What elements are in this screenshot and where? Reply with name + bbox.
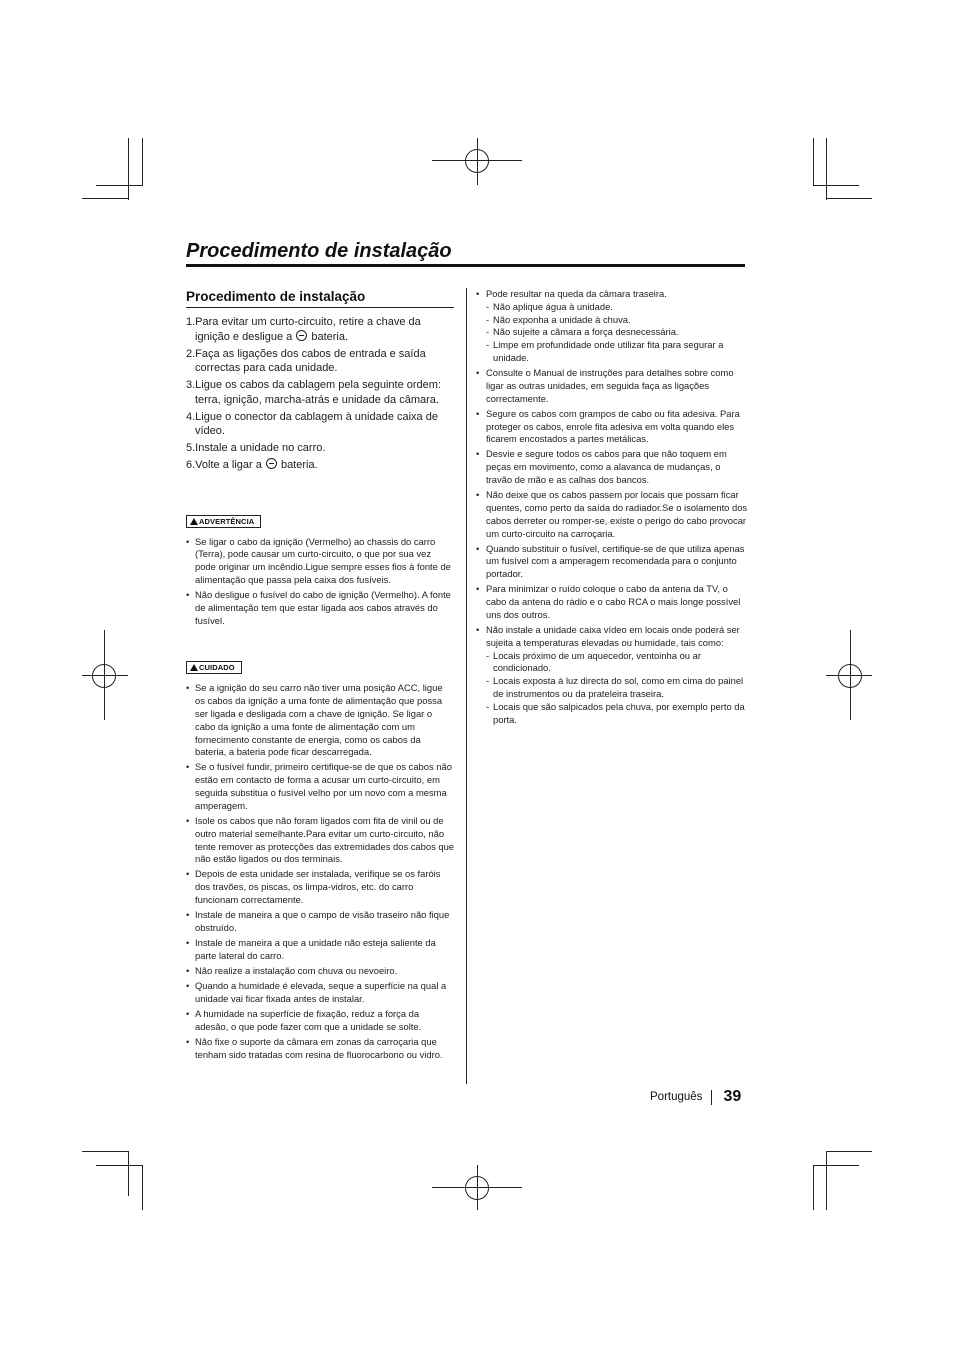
page-footer: [650, 1088, 741, 1106]
precautions-list: [476, 288, 748, 726]
precaution-item: • Não instale a unidade caixa vídeo em locais onde poderá ser sujeita a temperaturas elevadas ou humidade, tais como: - Locais próximo de um aquecedor, ventoinha ou ar condicionado. - Locais exposta à luz directa do sol, como em cima do painel de instrumentos ou da prateleira traseira. - Locais que são salpicados pela chuva, por exemplo perto da porta.: [476, 624, 748, 726]
precaution-subitem: - Não aplique água à unidade.: [486, 301, 748, 314]
page-number: 39: [723, 1088, 742, 1105]
warning-triangle-icon: [190, 518, 198, 525]
caution-label: CUIDADO: [186, 661, 242, 674]
right-column: [476, 288, 748, 729]
precaution-item: • Pode resultar na queda da câmara traseira. - Não aplique água à unidade. - Não exponha a unidade à chuva. - Não sujeite a câmara a força desnecessária. - Limpe em profundidade onde utilizar fita para segurar a unidade.: [476, 288, 748, 365]
caution-list: [186, 682, 454, 1061]
caution-item: • Se o fusível fundir, primeiro certifique-se de que os cabos não estão em contacto de forma a acusar um curto-circuito, em seguida substitua o fusível velho por um novo com a mesma amperagem.: [186, 761, 454, 812]
caution-item: • Instale de maneira a que o campo de visão traseiro não fique obstruído.: [186, 909, 454, 935]
left-column: [186, 289, 454, 1064]
caution-item: • Não realize a instalação com chuva ou nevoeiro.: [186, 965, 454, 978]
title-rule: [186, 264, 745, 267]
precaution-item: • Para minimizar o ruído coloque o cabo da antena da TV, o cabo da antena do rádio e o cabo RCA o mais longe possível uns dos outros.: [476, 583, 748, 621]
warning-item: • Não desligue o fusível do cabo de ignição (Vermelho). A fonte de alimentação tem que estar ligada aos cabos através do fusível.: [186, 589, 454, 627]
precaution-item: • Não deixe que os cabos passem por locais que possam ficar quentes, como perto da saída do radiador.Se o isolamento dos cabos derreter ou romper-se, existe o perigo do cabo provocar um curto-circuito na carroçaria.: [476, 489, 748, 540]
warning-list: [186, 536, 454, 628]
warning-label: ADVERTÊNCIA: [186, 515, 261, 528]
installation-step: 6.Volte a ligar a bateria.: [186, 459, 318, 471]
footer-separator: [711, 1090, 712, 1105]
caution-block: [186, 657, 454, 1061]
caution-item: • A humidade na superfície de fixação, reduz a força da adesão, o que pode fazer com que a unidade se solte.: [186, 1008, 454, 1034]
caution-item: • Se a ignição do seu carro não tiver uma posição ACC, ligue os cabos da ignição a uma fonte de alimentação que possa ser ligada e desligada com a chave de ignição. Se ligar o cabo da ignição a uma fonte de alimentação com um fornecimento constante de energia, como os cabos da bateria, a bateria pode ficar descarregada.: [186, 682, 454, 759]
installation-step: 3.Ligue os cabos da cablagem pela seguinte ordem: terra, ignição, marcha-atrás e unidade da câmara.: [186, 379, 442, 406]
installation-step: 2.Faça as ligações dos cabos de entrada e saída correctas para cada unidade.: [186, 347, 426, 374]
installation-step: 5.Instale a unidade no carro.: [186, 442, 326, 454]
precaution-item: • Desvie e segure todos os cabos para que não toquem em peças em movimento, como a alavanca de mudanças, o travão de mão e as calhas dos bancos.: [476, 448, 748, 486]
precaution-subitem: - Não exponha a unidade à chuva.: [486, 314, 748, 327]
warning-block: [186, 511, 454, 628]
installation-steps: [186, 315, 454, 473]
column-divider: [466, 288, 467, 1084]
negative-terminal-icon: [266, 458, 277, 469]
precaution-subitem: - Locais próximo de um aquecedor, ventoinha ou ar condicionado.: [486, 650, 748, 676]
warning-item: • Se ligar o cabo da ignição (Vermelho) ao chassis do carro (Terra), pode causar um curto-circuito, o que por sua vez pode originar um incêndio.Ligue sempre esses fios à fonte de alimentação que passa pela caixa dos fusíveis.: [186, 536, 454, 587]
precaution-subitem: - Limpe em profundidade onde utilizar fita para segurar a unidade.: [486, 339, 748, 365]
precaution-item: • Consulte o Manual de instruções para detalhes sobre como ligar as outras unidades, em seguida faça as ligações correctamente.: [476, 367, 748, 405]
negative-terminal-icon: [296, 330, 307, 341]
precaution-item: • Segure os cabos com grampos de cabo ou fita adesiva. Para proteger os cabos, enrole fita adesiva em volta quando eles ficarem encostados a partes metálicas.: [476, 408, 748, 446]
caution-item: • Isole os cabos que não foram ligados com fita de vinil ou de outro material semelhante.Para evitar um curto-circuito, não tente remover as protecções das extremidades dos cabos que não estão ligados ou dos terminais.: [186, 815, 454, 866]
caution-item: • Instale de maneira a que a unidade não esteja saliente da parte lateral do carro.: [186, 937, 454, 963]
page-title: Procedimento de instalação: [186, 240, 452, 262]
precaution-item: • Quando substituir o fusível, certifique-se de que utiliza apenas um fusível com a amperagem recomendada para o conjunto portador.: [476, 543, 748, 581]
caution-item: • Depois de esta unidade ser instalada, verifique se os faróis dos travões, os piscas, os limpa-vidros, etc. do carro funcionam correctamente.: [186, 868, 454, 906]
caution-item: • Quando a humidade é elevada, seque a superfície na qual a unidade vai ficar fixada antes de instalar.: [186, 980, 454, 1006]
precaution-subitem: - Locais que são salpicados pela chuva, por exemplo perto da porta.: [486, 701, 748, 727]
precaution-subitem: - Locais exposta à luz directa do sol, como em cima do painel de instrumentos ou da prateleira traseira.: [486, 675, 748, 701]
warning-triangle-icon: [190, 664, 198, 671]
caution-item: • Não fixe o suporte da câmara em zonas da carroçaria que tenham sido tratadas com resina de fluorocarbono ou vidro.: [186, 1036, 454, 1062]
installation-step: 4.Ligue o conector da cablagem à unidade caixa de vídeo.: [186, 410, 438, 437]
footer-language: Português: [650, 1091, 703, 1103]
installation-step: 1.Para evitar um curto-circuito, retire a chave da ignição e desligue a bateria.: [186, 316, 421, 343]
section-title: Procedimento de instalação: [186, 289, 454, 308]
precaution-subitem: - Não sujeite a câmara a força desnecessária.: [486, 326, 748, 339]
